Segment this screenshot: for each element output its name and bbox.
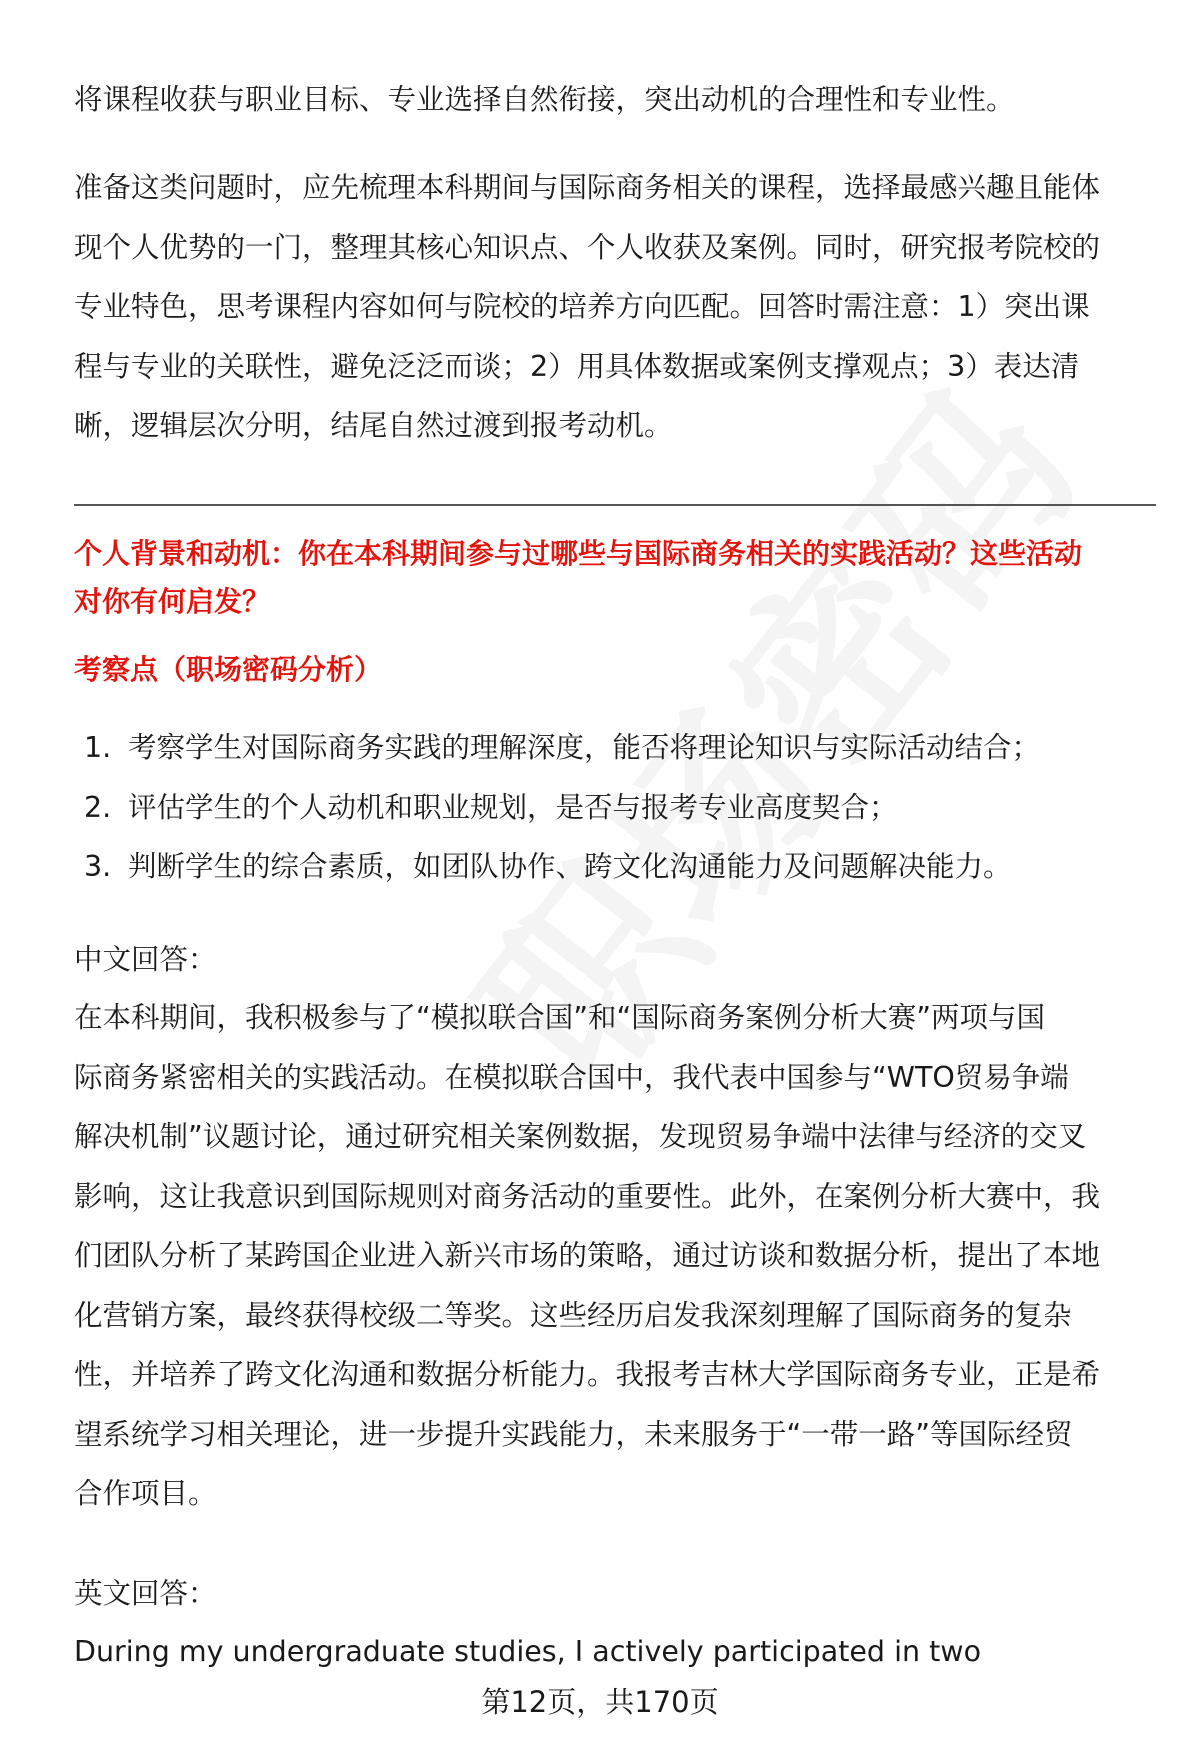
list-number: 1. [84,731,112,764]
english-answer-paragraph: During my undergraduate studies, I actively participated in two [74,1635,982,1668]
list-number: 2. [84,790,112,824]
preparation-paragraph: 准备这类问题时，应先梳理本科期间与国际商务相关的课程，选择最感兴趣且能体 现个人优势的一门，整理其核心知识点、个人收获及案例。同时，研究报考院校的 专业特色，思考课程内容如何与院校的培养方向匹配。回答时需注意：1）突出课 程与专业的关联性，避免泛泛而谈；2）用具体数据或案例支撑观点；3）表达清 晰，逻辑层次分明，结尾自然过渡到报考动机。 [74,171,1101,442]
page-indicator: 第12页，共170页 [481,1685,719,1719]
list-item [74,837,1154,897]
chinese-answer-paragraph: 在本科期间，我积极参与了“模拟联合国”和“国际商务案例分析大赛”两项与国 际商务紧密相关的实践活动。在模拟联合国中，我代表中国参与“WTO贸易争端 解决机制”议题讨论，通过研究相关案例数据，发现贸易争端中法律与经济的交叉 影响，这让我意识到国际规则对商务活动的重要性。此外，在案例分析大赛中，我 们团队分析了某跨国企业进入新兴市场的策略，通过访谈和数据分析，提出了本地 化营销方案，最终获得校级二等奖。这些经历启发我深刻理解了国际商务的复杂 性，并培养了跨文化沟通和数据分析能力。我报考吉林大学国际商务专业，正是希 望系统学习相关理论，进一步提升实践能力，未来服务于“一带一路”等国际经贸 合作项目。 [74,1001,1101,1510]
english-answer-label: 英文回答： [74,1577,217,1610]
exam-points-heading: 考察点（职场密码分析） [74,653,383,686]
list-text: 考察学生对国际商务实践的理解深度，能否将理论知识与实际活动结合； [128,731,1041,764]
list-text: 评估学生的个人动机和职业规划，是否与报考专业高度契合； [128,790,898,824]
section-divider [74,504,1156,506]
list-number: 3. [84,850,112,883]
intro-tail-paragraph: 将课程收获与职业目标、专业选择自然衔接，突出动机的合理性和专业性。 [74,83,1015,116]
exam-points-list [74,718,1154,897]
question-heading: 个人背景和动机：你在本科期间参与过哪些与国际商务相关的实践活动？这些活动 对你有何启发？ [74,537,1083,618]
list-item [74,778,1154,838]
list-item [74,718,1154,778]
list-text: 判断学生的综合素质，如团队协作、跨文化沟通能力及问题解决能力。 [128,850,1012,883]
chinese-answer-label: 中文回答： [74,943,217,976]
